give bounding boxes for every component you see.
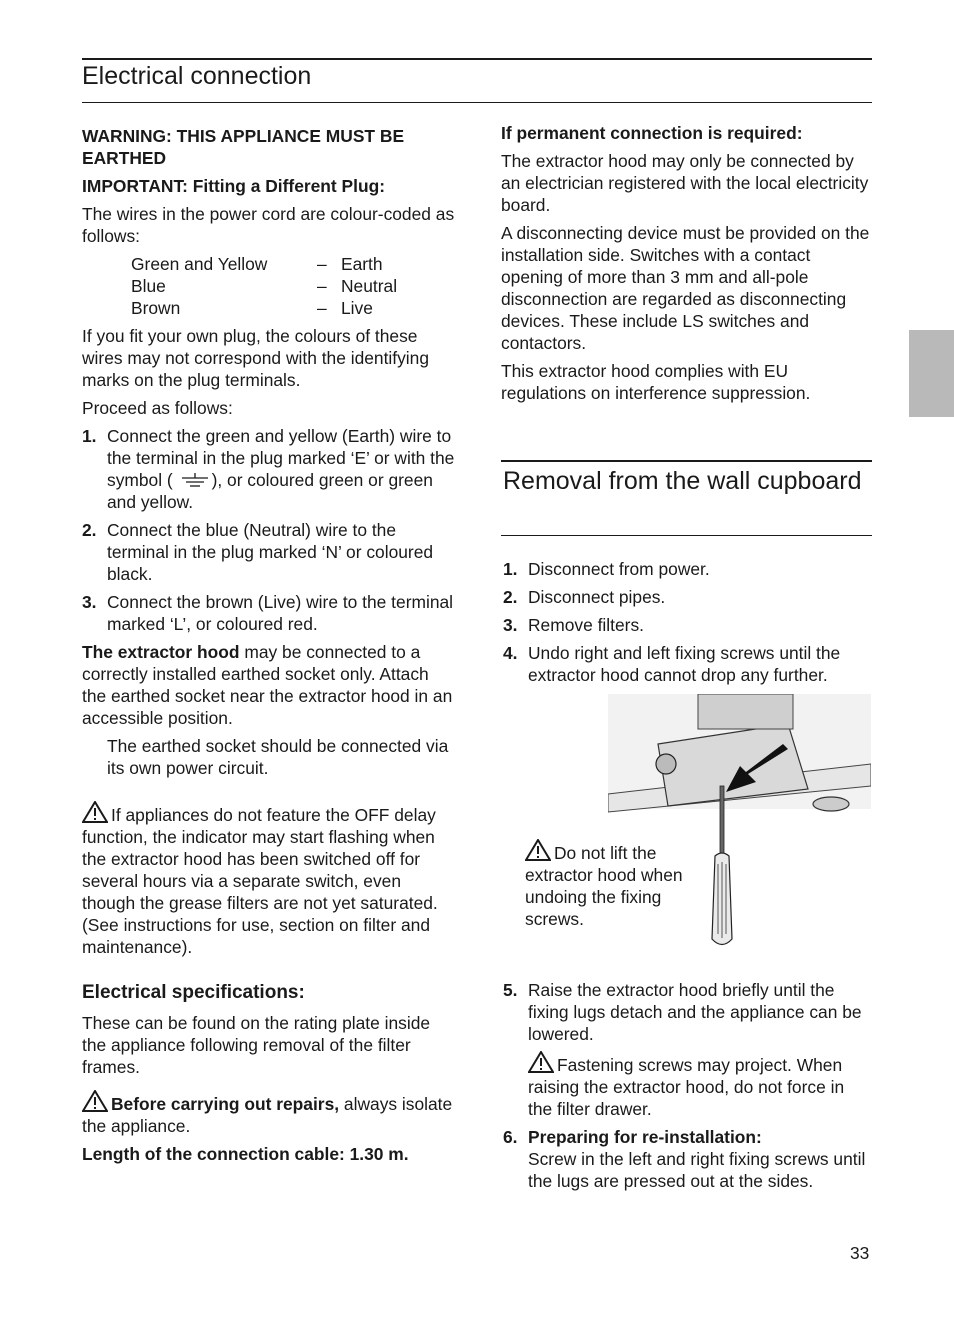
step-number: 4. (503, 643, 518, 663)
proceed-label: Proceed as follows: (82, 398, 233, 418)
step-text: Connect the blue (Neutral) wire to the terminal in the plug marked ‘N’ or coloured black. (107, 520, 434, 584)
list-item (82, 591, 457, 635)
warning-triangle-icon (82, 1090, 108, 1112)
permanent-p2: A disconnecting device must be provided on the installation side. Switches with a contact opening of more than 3 mm and all-pole disconnection are regarded as disconnecting devices. These include LS switches and contactors. (501, 223, 870, 353)
plug-heading: IMPORTANT: Fitting a Different Plug: (82, 176, 386, 196)
title-underline (82, 102, 872, 103)
wire-role: Live (341, 298, 373, 318)
warning-triangle-icon (528, 1051, 554, 1073)
step-number: 2. (82, 520, 97, 540)
step-text: Screw in the left and right fixing screws until the lugs are pressed out at the sides. (528, 1149, 866, 1191)
wire-color: Brown (131, 298, 181, 318)
right-column-top (501, 122, 871, 410)
repairs-warning (82, 1090, 457, 1137)
wire-dash: – (317, 298, 327, 318)
wire-dash: – (317, 254, 327, 274)
light-fitting (813, 797, 849, 811)
screwdriver-shaft (720, 786, 724, 856)
step-number: 1. (82, 426, 97, 446)
wire-row (131, 275, 457, 297)
section-tab (909, 330, 954, 417)
wire-row (131, 253, 457, 275)
step-text: Raise the extractor hood briefly until the fixing lugs detach and the appliance can be lowered. (528, 980, 862, 1044)
spec-heading: Electrical specifications: (82, 982, 305, 1003)
step6-heading: Preparing for re-installation: (528, 1127, 762, 1147)
step-number: 3. (82, 592, 97, 612)
step-text: Disconnect from power. (528, 559, 710, 579)
step-number: 2. (503, 587, 518, 607)
list-item (503, 979, 873, 1120)
removal-steps (503, 558, 873, 692)
off-delay-text: If appliances do not feature the OFF delay function, the indicator may start flashing when the extractor hood has been switched off for several hours via a separate switch, even though the grease filters are not yet saturated. (82, 805, 438, 913)
step-number: 6. (503, 1127, 518, 1147)
repairs-bold: Before carrying out repairs, (111, 1094, 340, 1114)
wire-dash: – (317, 276, 327, 296)
permanent-p3: This extractor hood complies with EU regulations on interference suppression. (501, 361, 811, 403)
step-text: Connect the brown (Live) wire to the terminal marked ‘L’, or coloured red. (107, 592, 454, 634)
step-text: Connect the green and yellow (Earth) wire to the terminal in the plug marked ‘E’ or with the symbol ( (107, 426, 455, 490)
step-number: 5. (503, 980, 518, 1000)
step-text: Disconnect pipes. (528, 587, 666, 607)
hood-paragraph (82, 641, 457, 729)
off-delay-warning (82, 801, 457, 914)
list-item (503, 1126, 873, 1192)
wire-row (131, 297, 457, 319)
hood-bold: The extractor hood (82, 642, 240, 662)
wiring-steps (82, 425, 457, 635)
off-delay-reference: (See instructions for use, section on filter and maintenance). (82, 915, 430, 957)
own-plug-note: If you fit your own plug, the colours of these wires may not correspond with the identifying marks on the plug terminals. (82, 326, 430, 390)
figure-caption-text: Do not lift the extractor hood when undoing the fixing screws. (525, 843, 683, 929)
warning-triangle-icon (525, 839, 551, 861)
wire-table (131, 253, 457, 319)
removal-steps-continued (503, 979, 873, 1198)
removal-list (503, 558, 873, 686)
removal-title: Removal from the wall cupboard (503, 467, 862, 495)
removal-list-continued (503, 979, 873, 1192)
warning-triangle-icon (82, 801, 108, 823)
list-item (82, 519, 457, 585)
wire-role: Neutral (341, 276, 398, 296)
section-rule-top (501, 460, 872, 462)
wire-role: Earth (341, 254, 383, 274)
list-item (503, 558, 873, 580)
page-number: 33 (850, 1243, 870, 1263)
wire-color: Blue (131, 276, 166, 296)
list-item (503, 586, 873, 608)
section-rule-bottom (501, 535, 872, 536)
wires-intro: The wires in the power cord are colour-coded as follows: (82, 204, 455, 246)
figure-caption (525, 839, 695, 930)
fixing-screw-left (656, 754, 676, 774)
warning-heading: WARNING: THIS APPLIANCE MUST BE EARTHED (82, 126, 405, 168)
step-text: Remove filters. (528, 615, 644, 635)
top-rule (82, 58, 872, 60)
permanent-p1: The extractor hood may only be connected by an electrician registered with the local electricity board. (501, 151, 869, 215)
step-text: Undo right and left fixing screws until the extractor hood cannot drop any further. (528, 643, 841, 685)
socket-note: The earthed socket should be connected via its own power circuit. (107, 736, 449, 778)
spec-text: These can be found on the rating plate inside the appliance following removal of the filter frames. (82, 1013, 431, 1077)
cable-length: Length of the connection cable: 1.30 m. (82, 1144, 409, 1164)
left-column (82, 125, 457, 1171)
list-item (82, 425, 457, 513)
step-text-end: ), or coloured green or green and yellow. (107, 470, 433, 512)
page-title: Electrical connection (82, 62, 312, 90)
step-number: 3. (503, 615, 518, 635)
repairs-rest: always isolate the appliance. (82, 1094, 453, 1136)
step-number: 1. (503, 559, 518, 579)
wire-color: Green and Yellow (131, 254, 268, 274)
fan-housing (698, 694, 793, 729)
step5-warning-text: Fastening screws may project. When raising the extractor hood, do not force in the filter drawer. (528, 1055, 845, 1119)
hood-rest: may be connected to a correctly installed earthed socket only. Attach the earthed socket near the extractor hood in an accessible position. (82, 642, 453, 728)
earth-symbol-icon (180, 473, 210, 489)
list-item (503, 642, 873, 686)
permanent-heading: If permanent connection is required: (501, 123, 803, 143)
step5-warning (528, 1051, 873, 1120)
list-item (503, 614, 873, 636)
